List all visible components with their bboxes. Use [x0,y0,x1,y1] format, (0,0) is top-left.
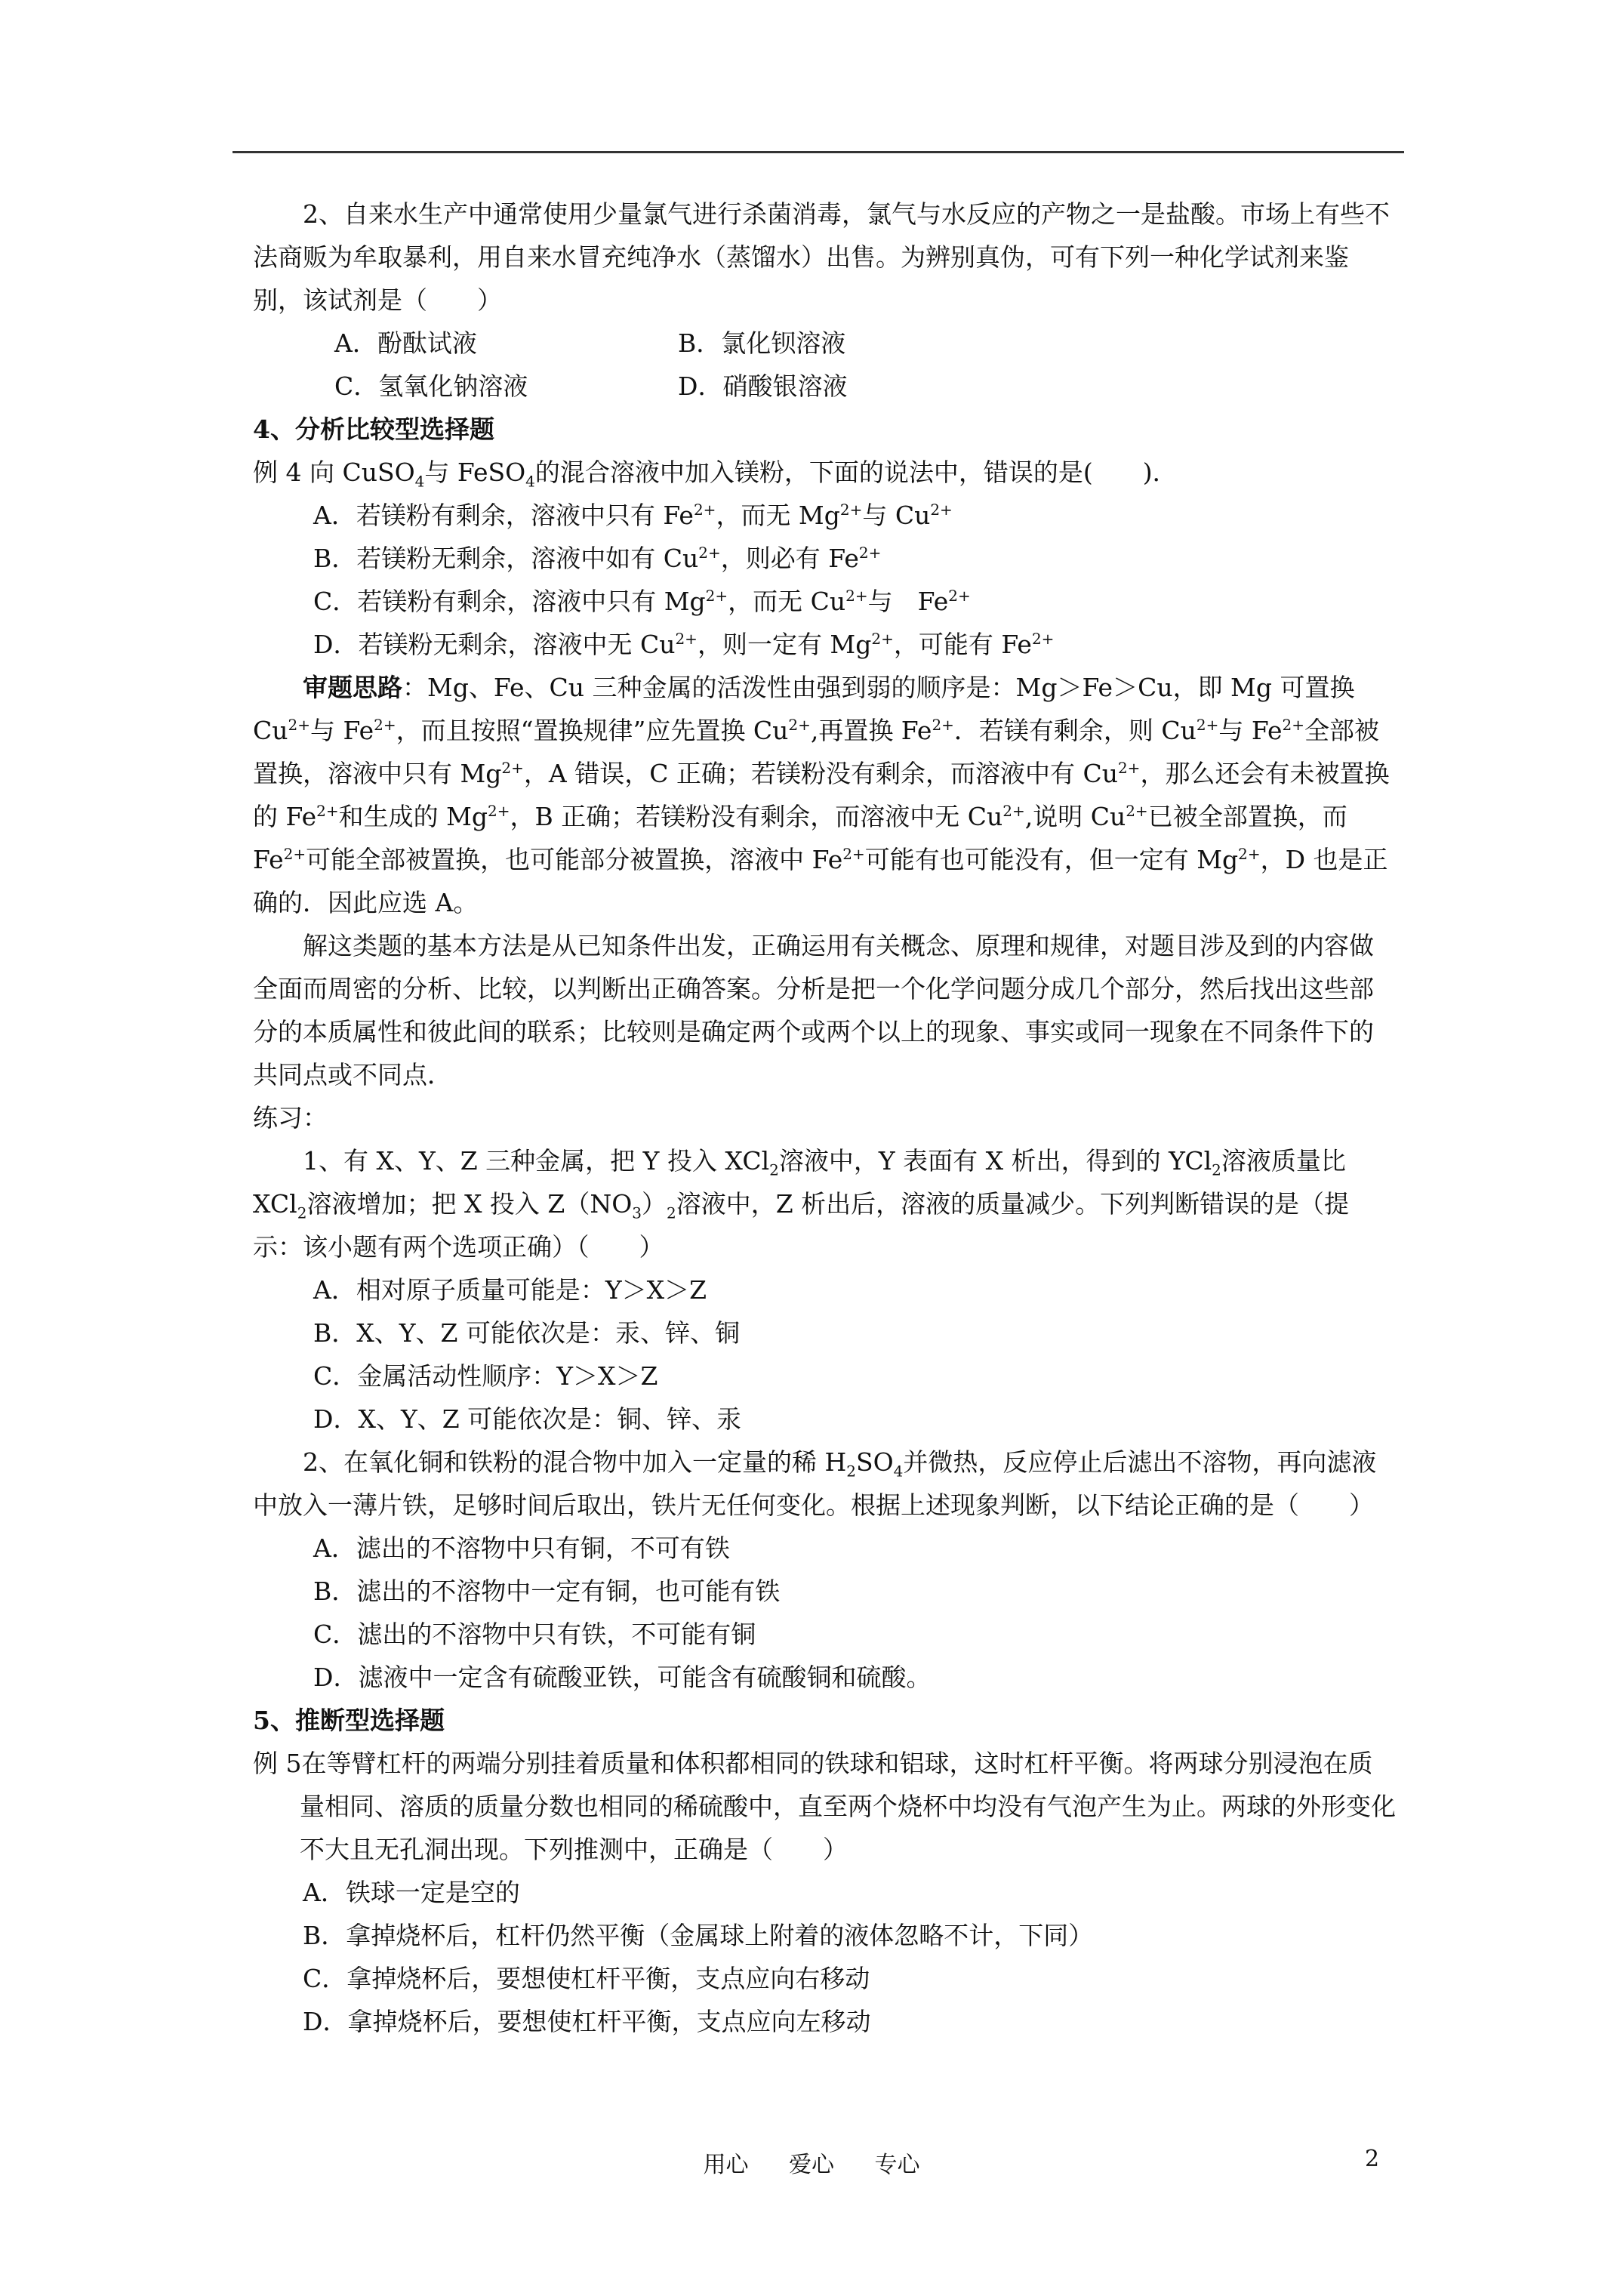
practice-2-option-c: C．滤出的不溶物中只有铁，不可能有铜 [313,1620,756,1649]
practice-1-option-b: B．X、Y、Z 可能依次是：汞、锌、铜 [313,1318,740,1348]
question-2-stem: 2、自来水生产中通常使用少量氯气进行杀菌消毒，氯气与水反应的产物之一是盐酸。市场上有些不法商贩为牟取暴利，用自来水冒充纯净水（蒸馏水）出售。为辨别真伪，可有下列一种化学试剂来鉴别，该试剂是（ ） [253,199,1390,315]
page-body [253,193,1397,2043]
option-b: B．氯化钡溶液 [678,328,846,358]
option-a: A．酚酞试液 [334,328,477,358]
example-4-stem: 例 4 向 CuSO$_4$与 FeSO$_4$的混合溶液中加入镁粉，下面的说法中，错误的是( )． [253,458,1178,491]
option-c: C．氢氧化钠溶液 [334,371,528,401]
practice-2-stem: 2、在氧化铜和铁粉的混合物中加入一定量的稀 $H_2SO_4$并微热，反应停止后滤出不溶物，再向滤液中放入一薄片铁，足够时间后取出，铁片无任何变化。根据上述现象判断，以下结论正确的是（ ） [253,1447,1377,1520]
example-4-option-d: D．若镁粉无剩余，溶液中无 $Cu^{2+}$，则一定有 $Mg^{2+}$，可能有 $Fe^{2+}$ [313,630,1055,659]
example-5-option-a: A．铁球一定是空的 [303,1878,520,1907]
section-4-heading: 4、分析比较型选择题 [253,415,494,444]
practice-2-option-b: B．滤出的不溶物中一定有铜，也可能有铁 [313,1576,781,1606]
page-footer [0,2146,1623,2179]
question-2-options-row2 [253,365,1397,408]
option-d: D．硝酸银溶液 [678,371,848,401]
section-5-heading: 5、推断型选择题 [253,1706,445,1735]
analysis-paragraph: 审题思路：Mg、Fe、Cu 三种金属的活泼性由强到弱的顺序是：Mg＞Fe＞Cu，即 Mg 可置换 $Cu^{2+}$与 $Fe^{2+}$，而且按照“置换规律”应先置换 $Cu^{2+}$,再置换 $Fe^{2+}$．若镁有剩余，则 $Cu^{2+}$与 $Fe^{2+}$全部被置换，溶液中只有 $Mg^{2+}$，A 错误，C 正确；若镁粉没有剩余，而溶液中有 $Cu^{2+}$，那么还会有未被置换的 $Fe^{2+}$和生成的 $Mg^{2+}$，B 正确；若镁粉没有剩余，而溶液中无 $Cu^{2+}$,说明 $Cu^{2+}$已被全部置换，而 $Fe^{2+}$可能全部被置换，也可能部分被置换，溶液中 $Fe^{2+}$可能有也可能没有，但一定有 $Mg^{2+}$，D 也是正确的．因此应选 A。 [253,673,1390,917]
example-5-stem: 例 5在等臂杠杆的两端分别挂着质量和体积都相同的铁球和铝球，这时杠杆平衡。将两球分别浸泡在质量相同、溶质的质量分数也相同的稀硫酸中，直至两个烧杯中均没有气泡产生为止。两球的外形变化不大且无孔洞出现。下列推测中，正确是（ ） [253,1749,1396,1864]
example-5-option-d: D．拿掉烧杯后，要想使杠杆平衡，支点应向左移动 [303,2007,871,2036]
example-4-option-a: A．若镁粉有剩余，溶液中只有 $Fe^{2+}$，而无 $Mg^{2+}$与 $Cu^{2+}$ [313,501,953,530]
footer-word-2: 爱心 [789,2152,834,2178]
example-4-option-b: B．若镁粉无剩余，溶液中如有 $Cu^{2+}$，则必有 $Fe^{2+}$ [313,544,882,573]
question-2-options-row1 [253,322,1397,365]
header-rule [233,151,1404,153]
practice-1-option-d: D．X、Y、Z 可能依次是：铜、锌、汞 [313,1404,742,1434]
footer-word-1: 用心 [703,2152,749,2178]
footer-word-3: 专心 [874,2152,920,2178]
page-number: 2 [1365,2146,1380,2172]
practice-1-option-c: C．金属活动性顺序：Y＞X＞Z [313,1361,658,1391]
example-5-option-c: C．拿掉烧杯后，要想使杠杆平衡，支点应向右移动 [303,1964,870,1993]
practice-2-option-d: D．滤液中一定含有硫酸亚铁，可能含有硫酸铜和硫酸。 [313,1663,932,1692]
example-5-option-b: B．拿掉烧杯后，杠杆仍然平衡（金属球上附着的液体忽略不计，下同） [303,1921,1094,1950]
example-4-option-c: C．若镁粉有剩余，溶液中只有 $Mg^{2+}$，而无 $Cu^{2+}$与 $Fe^{2+}$ [313,587,971,616]
practice-1-stem: 1、有 X、Y、Z 三种金属，把 Y 投入 XCl$_2$溶液中，Y 表面有 X 析出，得到的 YCl$_2$溶液质量比 XCl$_2$溶液增加；把 X 投入 $Z(NO_3)_2$溶液中，Z 析出后，溶液的质量减少。下列判断错误的是（提示：该小题有两个选项正确）（ ） [253,1146,1350,1262]
practice-label: 练习： [253,1103,328,1133]
practice-1-option-a: A．相对原子质量可能是：Y＞X＞Z [313,1275,707,1305]
method-paragraph: 解这类题的基本方法是从已知条件出发，正确运用有关概念、原理和规律，对题目涉及到的内容做全面而周密的分析、比较，以判断出正确答案。分析是把一个化学问题分成几个部分，然后找出这些部分的本质属性和彼此间的联系；比较则是确定两个或两个以上的现象、事实或同一现象在不同条件下的共同点或不同点． [253,931,1374,1089]
practice-2-option-a: A．滤出的不溶物中只有铜，不可有铁 [313,1533,730,1563]
